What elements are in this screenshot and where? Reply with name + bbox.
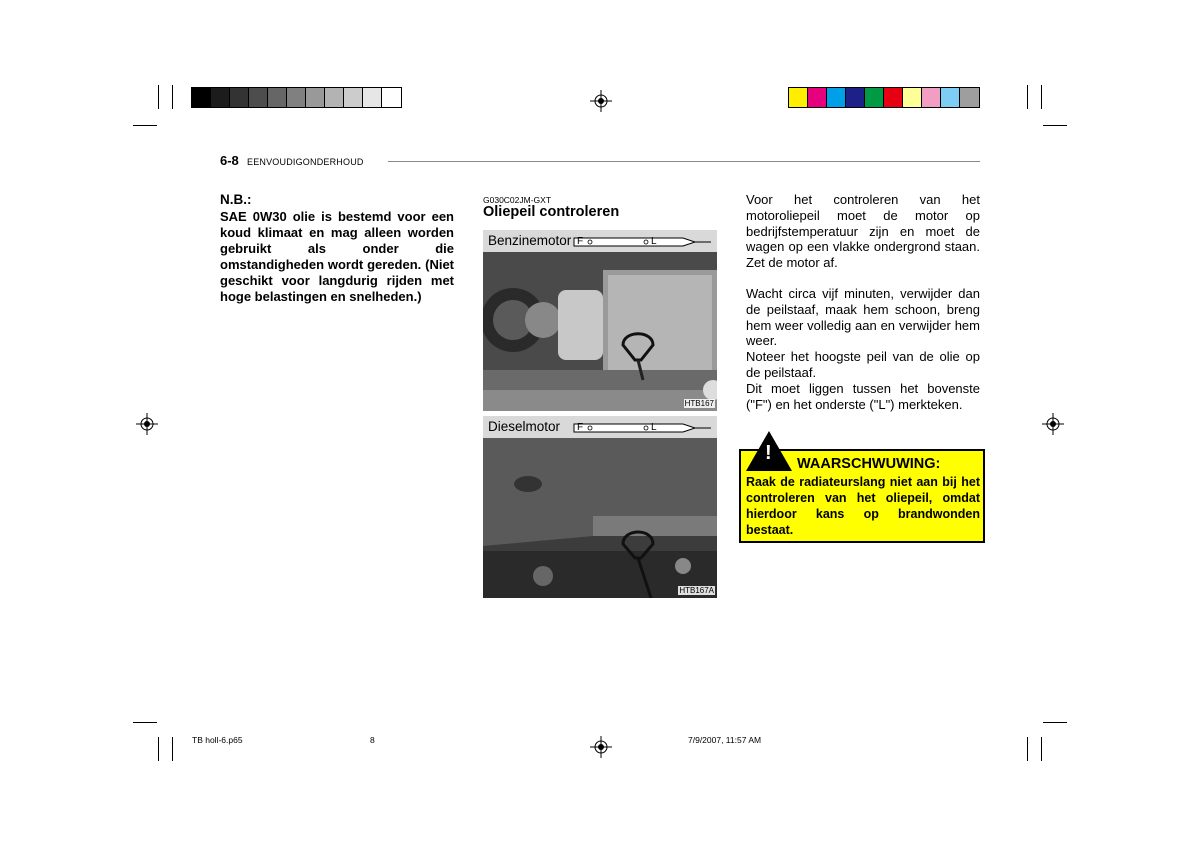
grayscale-color-bar	[191, 87, 402, 108]
color-swatch	[287, 88, 306, 107]
footer-file: TB holl-6.p65	[192, 735, 243, 745]
dipstick-icon	[573, 421, 713, 435]
section-code: G030C02JM-GXT	[483, 195, 552, 205]
dipstick-low-mark: L	[651, 236, 657, 247]
section-title: Oliepeil controleren	[483, 204, 620, 220]
footer-page: 8	[370, 735, 375, 745]
dipstick-icon	[573, 235, 713, 249]
crop-mark	[1043, 125, 1067, 126]
photo-label: Benzinemotor	[488, 233, 572, 248]
color-swatch	[808, 88, 827, 107]
engine-illustration	[483, 416, 717, 598]
note-text: SAE 0W30 olie is bestemd voor een koud klimaat en mag alleen worden gebruikt als onder die omstandigheden wordt gereden. (Niet geschikt voor langdurig rijden met hoge belastingen en snelheden.)	[220, 209, 454, 304]
crop-mark	[133, 125, 157, 126]
instruction-paragraph: Voor het controleren van het motoroliepeil moet de motor op bedrijfstemperatuur zijn en moet de wagen op een vlakke ondergrond staan. Zet de motor af.	[746, 192, 980, 271]
instruction-paragraph: Dit moet liggen tussen het bovenste ("F") en het onderste ("L") merkteken.	[746, 381, 980, 412]
note-heading: N.B.:	[220, 192, 252, 207]
dipstick-low-mark: L	[651, 422, 657, 433]
color-swatch	[363, 88, 382, 107]
color-swatch	[903, 88, 922, 107]
section-header-title: EENVOUDIGONDERHOUD	[247, 157, 364, 167]
header-divider	[388, 161, 980, 162]
color-swatch	[249, 88, 268, 107]
photo-code: HTB167	[684, 399, 714, 408]
color-swatch	[827, 88, 846, 107]
diesel-engine-photo	[483, 416, 717, 598]
footer-datetime: 7/9/2007, 11:57 AM	[688, 735, 762, 745]
color-swatch	[211, 88, 230, 107]
color-swatch	[789, 88, 808, 107]
engine-illustration	[483, 230, 717, 411]
color-swatch	[325, 88, 344, 107]
color-swatch	[960, 88, 979, 107]
crop-mark	[158, 85, 159, 109]
photo-label: Dieselmotor	[488, 419, 561, 434]
warning-symbol: !	[765, 442, 772, 464]
color-swatch	[846, 88, 865, 107]
warning-title: WAARSCHWUWING:	[797, 456, 941, 472]
petrol-engine-photo	[483, 230, 717, 411]
process-color-bar	[788, 87, 980, 108]
warning-text: Raak de radiateurslang niet aan bij het controleren van het oliepeil, omdat hierdoor kans op brandwonden bestaat.	[746, 475, 980, 537]
color-swatch	[344, 88, 363, 107]
crop-mark	[1027, 85, 1028, 109]
section-number: 6-8	[220, 153, 239, 168]
color-swatch	[922, 88, 941, 107]
color-swatch	[192, 88, 211, 107]
dipstick-full-mark: F	[577, 236, 584, 247]
crop-mark	[1043, 722, 1067, 723]
registration-mark-icon	[590, 736, 612, 758]
color-swatch	[884, 88, 903, 107]
color-swatch	[230, 88, 249, 107]
color-swatch	[865, 88, 884, 107]
warning-box	[739, 442, 985, 543]
crop-mark	[172, 737, 173, 761]
registration-mark-icon	[136, 413, 158, 435]
instruction-paragraph: Wacht circa vijf minuten, verwijder dan de peilstaaf, maak hem schoon, breng hem weer volledig aan en verwijder hem weer.	[746, 286, 980, 349]
color-swatch	[268, 88, 287, 107]
crop-mark	[1027, 737, 1028, 761]
instruction-paragraph: Noteer het hoogste peil van de olie op de peilstaaf.	[746, 349, 980, 380]
photo-code: HTB167A	[679, 586, 714, 595]
color-swatch	[382, 88, 401, 107]
crop-mark	[158, 737, 159, 761]
color-swatch	[306, 88, 325, 107]
crop-mark	[133, 722, 157, 723]
color-swatch	[941, 88, 960, 107]
crop-mark	[172, 85, 173, 109]
registration-mark-icon	[590, 90, 612, 112]
crop-mark	[1041, 737, 1042, 761]
registration-mark-icon	[1042, 413, 1064, 435]
crop-mark	[1041, 85, 1042, 109]
dipstick-full-mark: F	[577, 422, 584, 433]
